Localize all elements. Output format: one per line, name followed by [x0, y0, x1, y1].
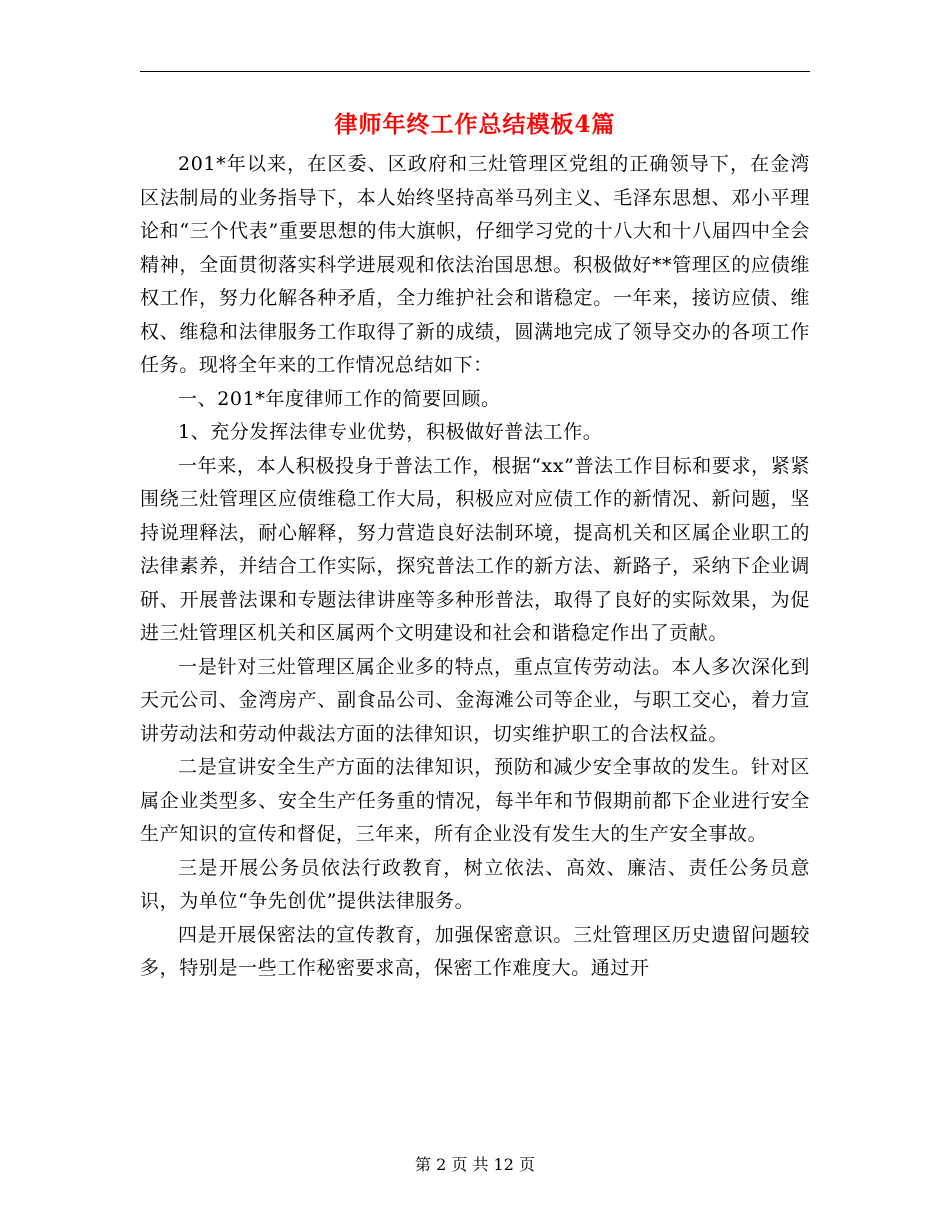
- paragraph-point-four: 四是开展保密法的宣传教育，加强保密意识。三灶管理区历史遗留问题较多，特别是一些工作秘密要求高，保密工作难度大。通过开: [140, 923, 810, 979]
- section-heading: 一、201*年度律师工作的简要回顾。: [178, 387, 501, 410]
- paragraph-publicity: 一年来，本人积极投身于普法工作，根据“xx”普法工作目标和要求，紧紧围绕三灶管理区应债维稳工作大局，积极应对应债工作的新情况、新问题，坚持说理释法，耐心解释，努力营造良好法制环境，提高机关和区属企业职工的法律素养，并结合工作实际，探究普法工作的新方法、新路子，采纳下企业调研、开展普法课和专题法律讲座等多种形普法，取得了良好的实际效果，为促进三灶管理区机关和区属两个文明建设和社会和谐稳定作出了贡献。: [140, 454, 810, 644]
- paragraph-point-three: 三是开展公务员依法行政教育，树立依法、高效、廉洁、责任公务员意识，为单位“争先创优”提供法律服务。: [140, 856, 810, 912]
- subsection-heading: 1、充分发挥法律专业优势，积极做好普法工作。: [178, 421, 603, 443]
- document-body: [140, 148, 810, 986]
- document-title: 律师年终工作总结模板4篇: [334, 111, 616, 138]
- paragraph-point-one: 一是针对三灶管理区属企业多的特点，重点宣传劳动法。本人多次深化到天元公司、金湾房产、副食品公司、金海滩公司等企业，与职工交心，着力宣讲劳动法和劳动仲裁法方面的法律知识，切实维护职工的合法权益。: [140, 655, 810, 745]
- header-rule: [140, 71, 810, 72]
- paragraph-intro: 201*年以来，在区委、区政府和三灶管理区党组的正确领导下，在金湾区法制局的业务指导下，本人始终坚持高举马列主义、毛泽东思想、邓小平理论和“三个代表”重要思想的伟大旗帜，仔细学习党的十八大和十八届四中全会精神，全面贯彻落实科学进展观和依法治国思想。积极做好**管理区的应债维权工作，努力化解各种矛盾，全力维护社会和谐稳定。一年来，接访应债、维权、维稳和法律服务工作取得了新的成绩，圆满地完成了领导交办的各项工作任务。现将全年来的工作情况总结如下：: [140, 153, 810, 376]
- paragraph-point-two: 二是宣讲安全生产方面的法律知识，预防和减少安全事故的发生。针对区属企业类型多、安全生产任务重的情况，每半年和节假期前都下企业进行安全生产知识的宣传和督促，三年来，所有企业没有发生大的生产安全事故。: [140, 756, 810, 845]
- page-number: 第 2 页 共 12 页: [415, 1155, 535, 1174]
